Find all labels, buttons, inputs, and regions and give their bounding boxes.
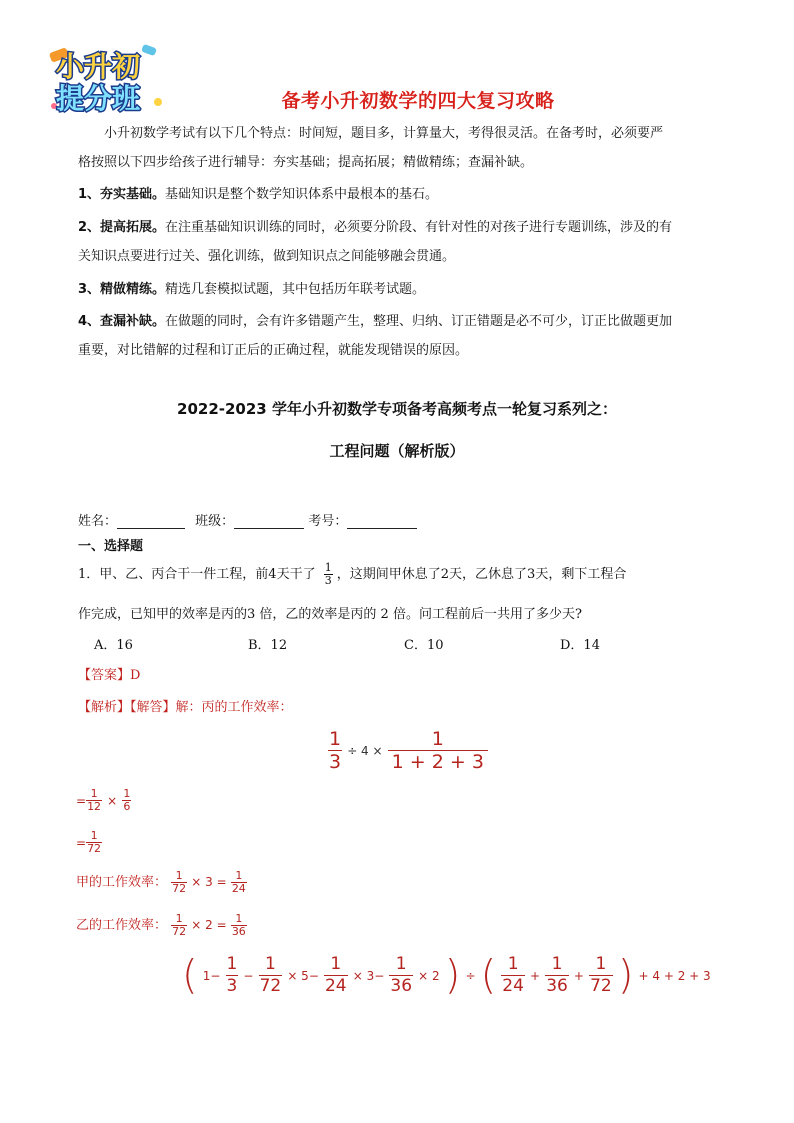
tip-head: 2、提高拓展。	[78, 220, 166, 235]
numerator: 1	[330, 954, 342, 974]
question-value: 3	[527, 567, 536, 582]
efficiency-label: 甲的工作效率：	[76, 875, 168, 890]
denominator: 72	[259, 976, 282, 996]
fraction	[589, 954, 613, 997]
efficiency-label: 乙的工作效率：	[76, 918, 168, 933]
logo-line2: 提分班	[56, 82, 141, 115]
fraction	[501, 954, 525, 997]
tip-head: 4、查漏补缺。	[78, 314, 166, 329]
fraction	[86, 788, 102, 813]
numerator: 1	[551, 954, 563, 974]
denominator: 36	[546, 976, 568, 996]
paren: )	[444, 952, 461, 999]
equation-2	[76, 788, 131, 813]
paren: (	[182, 952, 198, 999]
denominator: 3	[329, 751, 342, 773]
numerator: 1	[235, 912, 243, 925]
paren: )	[617, 952, 634, 999]
student-info	[78, 510, 417, 529]
operator: ÷ 4 ×	[347, 744, 383, 758]
analysis-text: 【解析】【解答】解：丙的工作效率：	[78, 700, 293, 715]
operator: +	[530, 969, 541, 983]
question-text: 天，剩下工程合	[535, 567, 627, 582]
operator: ×	[107, 794, 118, 808]
numerator: 1	[226, 954, 238, 974]
operator: ÷	[465, 969, 476, 983]
tip-1	[78, 180, 718, 209]
tip-body: 在注重基础知识训练的同时，必须要分阶段、有针对性的对孩子进行专题训练，涉及的有	[165, 220, 673, 235]
question-text: 甲、乙、丙合干一件工程，前	[99, 567, 269, 582]
intro-line-1: 小升初数学考试有以下几个特点：时间短，题目多，计算量大，考得很灵活。在备考时，必须要严	[104, 126, 664, 141]
numerator: 1	[395, 954, 407, 974]
operator: 1	[202, 969, 211, 983]
operator: =	[76, 794, 87, 808]
numerator: 1	[324, 561, 332, 574]
analysis-lead	[78, 696, 293, 715]
denominator: 1 + 2 + 3	[388, 750, 488, 773]
exam-no-label: 考号：	[308, 514, 348, 529]
fraction	[122, 788, 131, 813]
series-title: 2022-2023 学年小升初数学专项备考高频考点一轮复习系列之：	[177, 400, 617, 418]
denominator: 24	[324, 976, 347, 996]
name-label: 姓名：	[78, 514, 118, 529]
fraction	[171, 870, 187, 895]
tip-body: 精选几套模拟试题，其中包括历年联考试题。	[165, 282, 426, 297]
tip-head: 3、精做精练。	[78, 282, 166, 297]
denominator: 3	[324, 574, 332, 587]
equation-1	[328, 728, 488, 773]
option-b[interactable]: B．12	[248, 638, 288, 653]
denominator: 6	[123, 800, 131, 813]
numerator: 1	[431, 728, 444, 750]
operator: × 3 =	[191, 875, 227, 889]
question-line-2: 作完成，已知甲的效率是丙的3 倍，乙的效率是丙的 2 倍。问工程前后一共用了多少天?	[78, 607, 582, 622]
operator: × 2 =	[191, 918, 227, 932]
numerator: 1	[595, 954, 607, 974]
section-heading: 一、选择题	[78, 539, 144, 554]
denominator: 3	[226, 976, 238, 996]
operator: −	[374, 969, 385, 983]
name-field[interactable]	[117, 514, 185, 529]
numerator: 1	[123, 787, 131, 800]
operator: −	[243, 969, 254, 983]
yi-efficiency	[76, 913, 247, 938]
question-line-1	[78, 562, 626, 587]
intro-line-2: 格按照以下四步给孩子进行辅导：夯实基础；提高拓展；精做精练；查漏补缺。	[78, 155, 534, 170]
numerator: 1	[90, 787, 98, 800]
class-label: 班级：	[195, 514, 235, 529]
fraction	[231, 870, 247, 895]
operator: −	[210, 969, 221, 983]
tip-2	[78, 213, 718, 271]
answer-label: 【答案】D	[78, 668, 141, 683]
option-c[interactable]: C．10	[404, 638, 444, 653]
fraction	[86, 830, 102, 855]
denominator: 72	[172, 882, 187, 895]
operator: × 5	[287, 969, 309, 983]
operator: × 3	[352, 969, 375, 983]
fraction	[389, 954, 413, 997]
sub-title: 工程问题（解析版）	[329, 442, 465, 460]
tip-body-cont: 重要，对比错解的过程和订正后的正确过程，就能发现错误的原因。	[78, 343, 469, 358]
class-field[interactable]	[234, 514, 304, 529]
fraction	[231, 913, 247, 938]
logo-line1: 小升初	[56, 50, 141, 83]
equation-3	[76, 830, 102, 855]
fraction	[388, 728, 488, 773]
question-value: 4	[268, 567, 277, 582]
numerator: 1	[264, 954, 276, 974]
denominator: 72	[87, 842, 102, 855]
question-text: 天干了	[276, 567, 316, 582]
operator: + 4 + 2 + 3	[638, 969, 711, 983]
page-title: 备考小升初数学的四大复习攻略	[281, 90, 555, 112]
numerator: 1	[507, 954, 519, 974]
fraction	[324, 954, 348, 997]
fraction	[171, 913, 187, 938]
denominator: 24	[231, 882, 246, 895]
numerator: 1	[90, 829, 98, 842]
tip-3	[78, 275, 718, 304]
fraction	[259, 954, 283, 997]
tip-body: 在做题的同时，会有许多错题产生，整理、归纳、订正错题是必不可少，订正比做题更加	[165, 314, 673, 329]
operator: × 2	[418, 969, 440, 983]
operator: +	[573, 969, 584, 983]
option-d[interactable]: D．14	[560, 638, 600, 653]
operator: −	[308, 969, 319, 983]
operator: =	[76, 836, 87, 850]
tip-4	[78, 307, 718, 365]
numerator: 1	[235, 869, 243, 882]
denominator: 24	[502, 976, 524, 996]
denominator: 36	[390, 976, 413, 996]
tip-body-cont: 关知识点要进行过关、强化训练，做到知识点之间能够融会贯通。	[78, 249, 456, 264]
denominator: 12	[87, 800, 102, 813]
denominator: 72	[590, 976, 612, 996]
numerator: 1	[175, 912, 183, 925]
question-value: 2	[440, 567, 450, 582]
denominator: 72	[172, 925, 187, 938]
tip-body: 基础知识是整个数学知识体系中最根本的基石。	[165, 187, 439, 202]
tip-head: 1、夯实基础。	[78, 187, 166, 202]
numerator: 1	[329, 728, 342, 750]
question-text: 天，乙休息了	[449, 567, 528, 582]
denominator: 36	[231, 925, 246, 938]
paren: (	[480, 952, 497, 999]
numerator: 1	[175, 869, 183, 882]
question-number: 1．	[78, 567, 100, 582]
final-expression	[182, 954, 711, 997]
option-a[interactable]: A．16	[94, 638, 133, 653]
exam-no-field[interactable]	[347, 514, 417, 529]
jia-efficiency	[76, 870, 247, 895]
fraction	[328, 728, 342, 773]
fraction	[226, 954, 239, 997]
question-text: ，这期间甲休息了	[336, 567, 441, 582]
fraction	[545, 954, 569, 997]
intro-paragraph	[78, 119, 718, 177]
question-fraction	[324, 562, 333, 587]
